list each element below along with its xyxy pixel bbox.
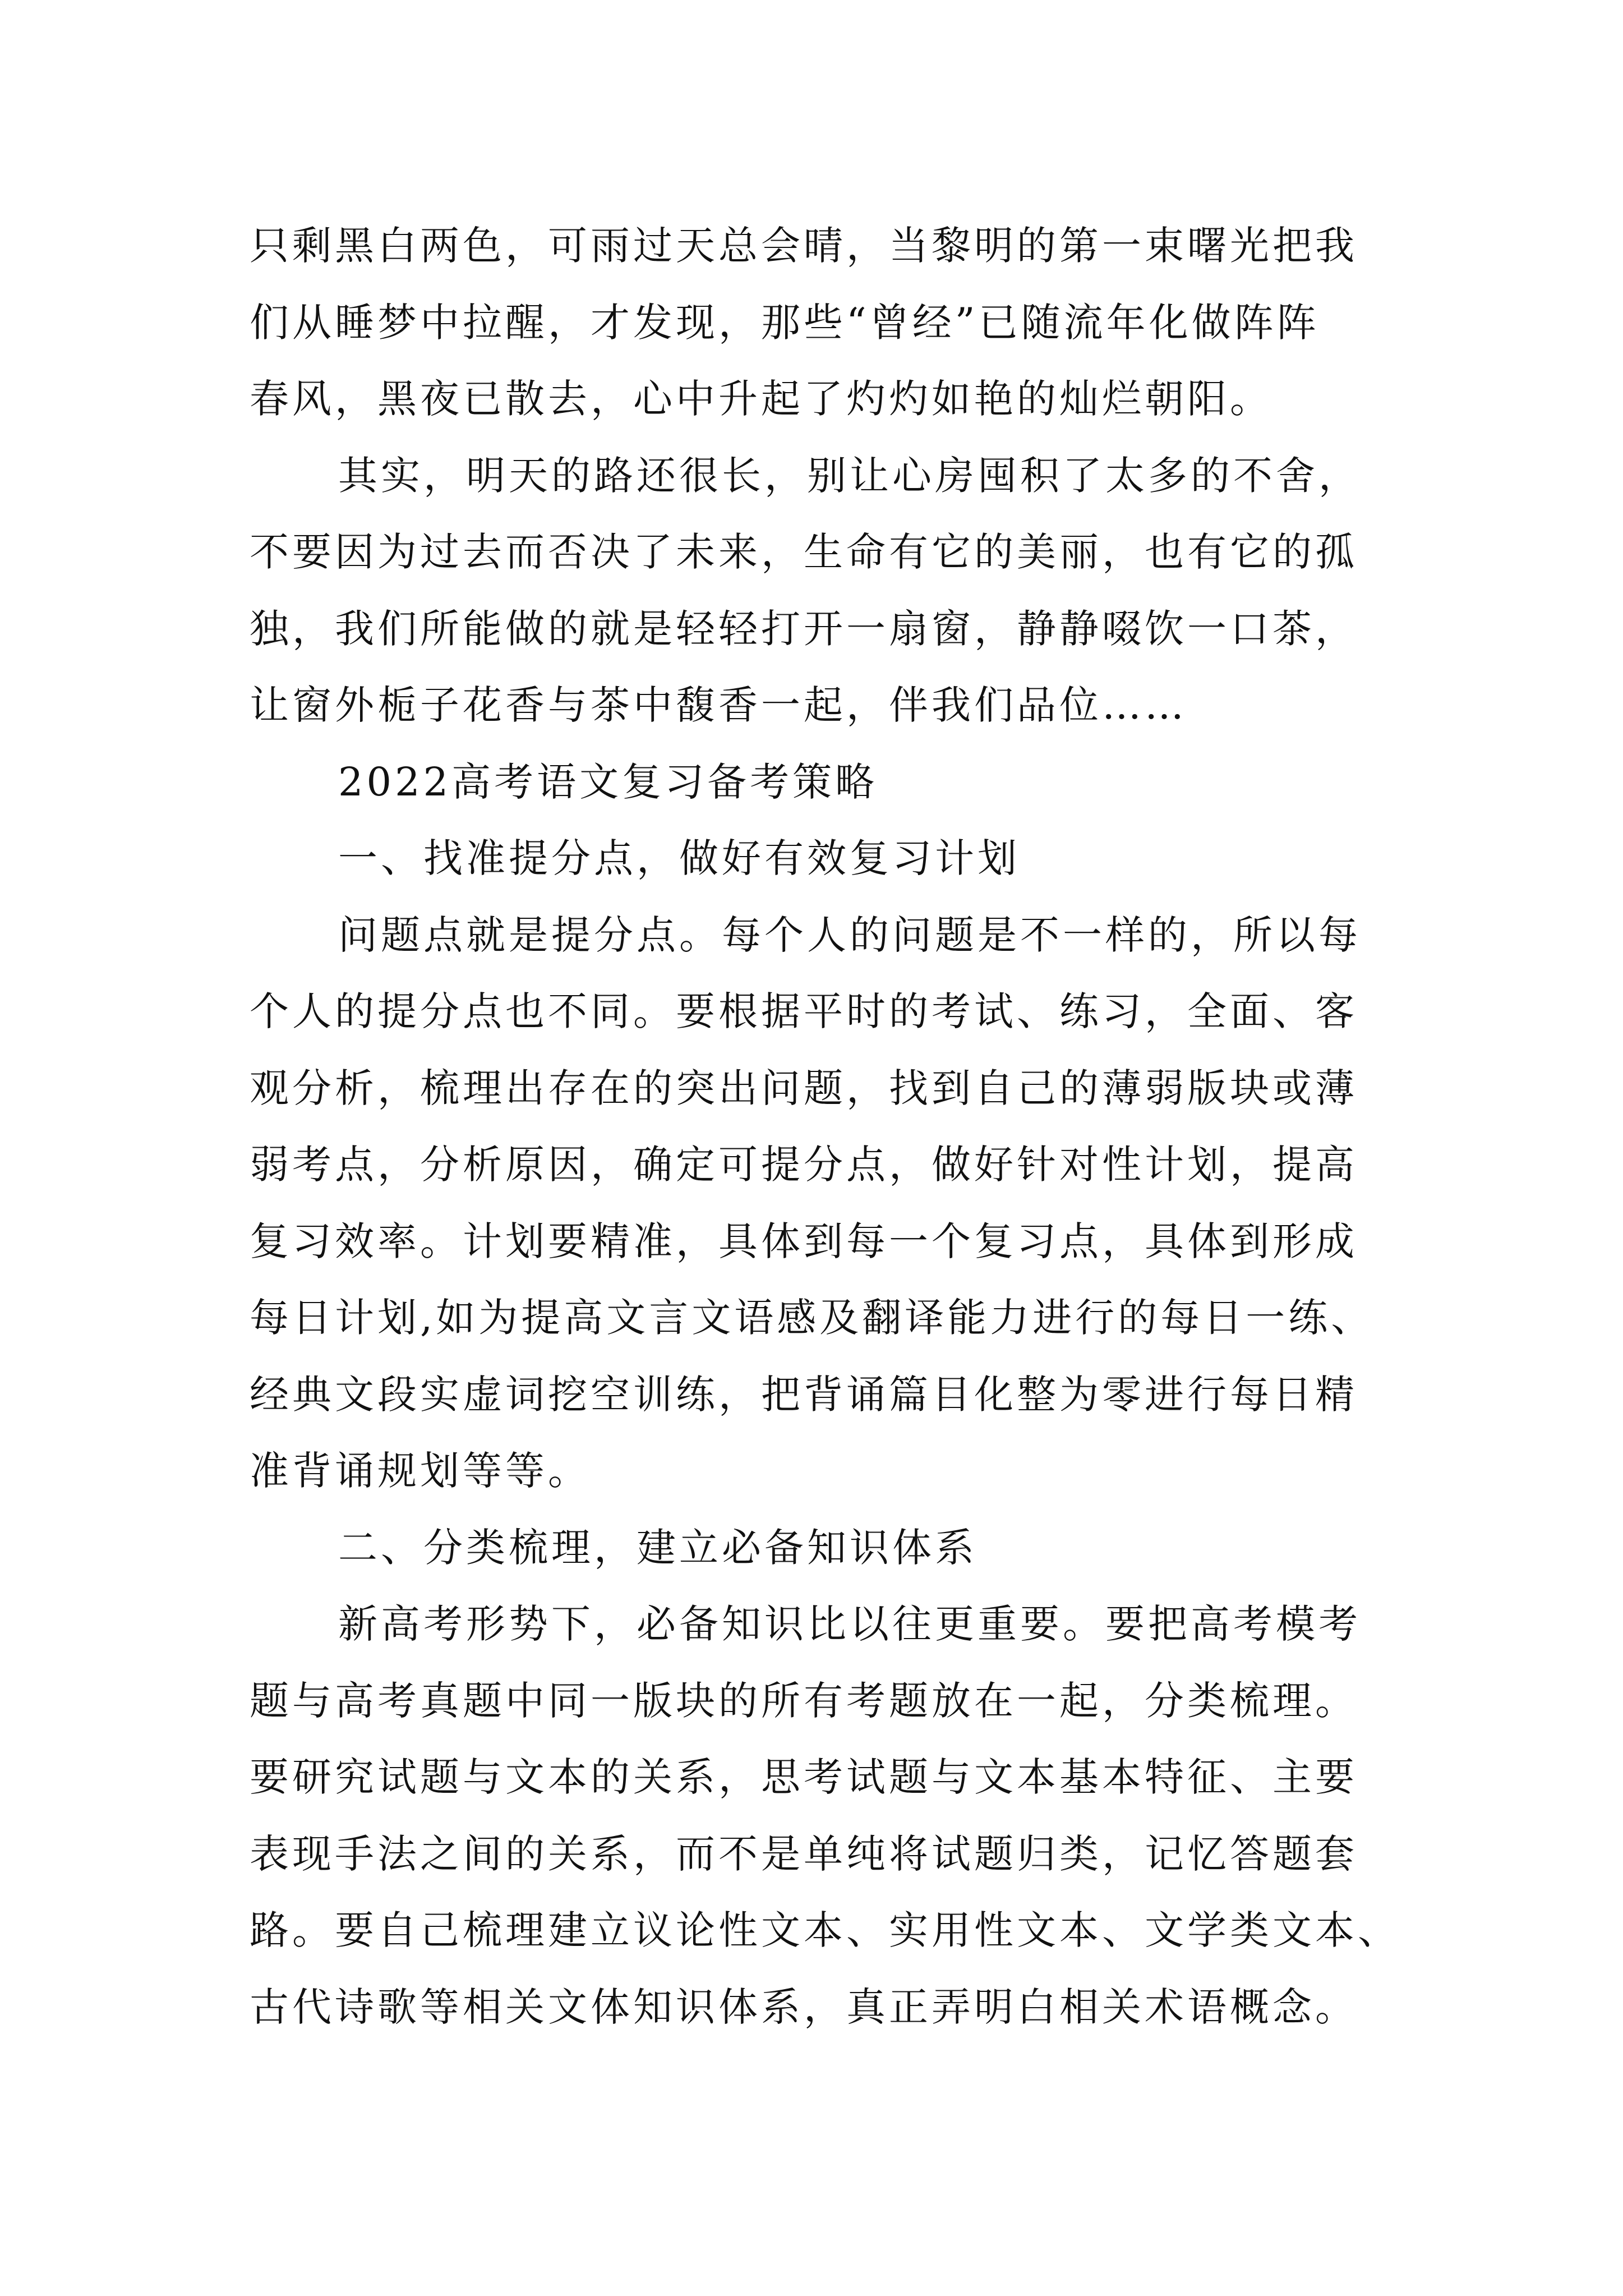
- text-line: 新高考形势下，必备知识比以往更重要。要把高考模考: [338, 1601, 1361, 1647]
- text-line: 其实，明天的路还很长，别让心房囤积了太多的不舍，: [338, 452, 1361, 499]
- text-line: 问题点就是提分点。每个人的问题是不一样的，所以每: [338, 912, 1361, 958]
- text-line: 要研究试题与文本的关系，思考试题与文本基本特征、主要: [250, 1754, 1358, 1800]
- section-heading: [250, 1510, 1394, 1586]
- text-line: 复习效率。计划要精准，具体到每一个复习点，具体到形成: [250, 1218, 1358, 1264]
- paragraph: [250, 208, 1394, 438]
- text-line: 每日计划,如为提高文言文语感及翻译能力进行的每日一练、: [250, 1295, 1374, 1341]
- text-line: 观分析，梳理出存在的突出问题，找到自己的薄弱版块或薄: [250, 1065, 1358, 1111]
- text-line: 路。要自己梳理建立议论性文本、实用性文本、文学类文本、: [250, 1907, 1400, 1953]
- text-line: 个人的提分点也不同。要根据平时的考试、练习，全面、客: [250, 988, 1358, 1034]
- text-line: 古代诗歌等相关文体知识体系，真正弄明白相关术语概念。: [250, 1984, 1358, 2030]
- section-heading: [250, 820, 1394, 897]
- paragraph: [250, 897, 1394, 1510]
- text-line: 弱考点，分析原因，确定可提分点，做好针对性计划，提高: [250, 1142, 1358, 1188]
- text-line: 只剩黑白两色，可雨过天总会晴，当黎明的第一束曙光把我: [250, 223, 1358, 269]
- paragraph: [250, 438, 1394, 744]
- section-title: [250, 744, 1394, 821]
- document-body: [250, 208, 1400, 2045]
- text-line: 准背诵规划等等。: [250, 1448, 591, 1494]
- paragraph: [250, 1586, 1400, 2045]
- text-line: 题与高考真题中同一版块的所有考题放在一起，分类梳理。: [250, 1677, 1358, 1724]
- text-line: 独，我们所能做的就是轻轻打开一扇窗，静静啜饮一口茶，: [250, 605, 1358, 652]
- text-line: 春风，黑夜已散去，心中升起了灼灼如艳的灿烂朝阳。: [250, 376, 1272, 422]
- text-line: 经典文段实虚词挖空训练，把背诵篇目化整为零进行每日精: [250, 1371, 1358, 1418]
- document-title: 2022高考语文复习备考策略: [338, 758, 878, 805]
- text-line: 让窗外栀子花香与茶中馥香一起，伴我们品位……: [250, 682, 1187, 728]
- text-line: 们从睡梦中拉醒，才发现，那些“曾经”已随流年化做阵阵: [250, 299, 1320, 346]
- text-line: 不要因为过去而否决了未来，生命有它的美丽，也有它的孤: [250, 529, 1358, 575]
- text-line: 表现手法之间的关系，而不是单纯将试题归类，记忆答题套: [250, 1830, 1358, 1877]
- heading-two: 二、分类梳理，建立必备知识体系: [338, 1524, 978, 1571]
- heading-one: 一、找准提分点，做好有效复习计划: [338, 835, 1020, 881]
